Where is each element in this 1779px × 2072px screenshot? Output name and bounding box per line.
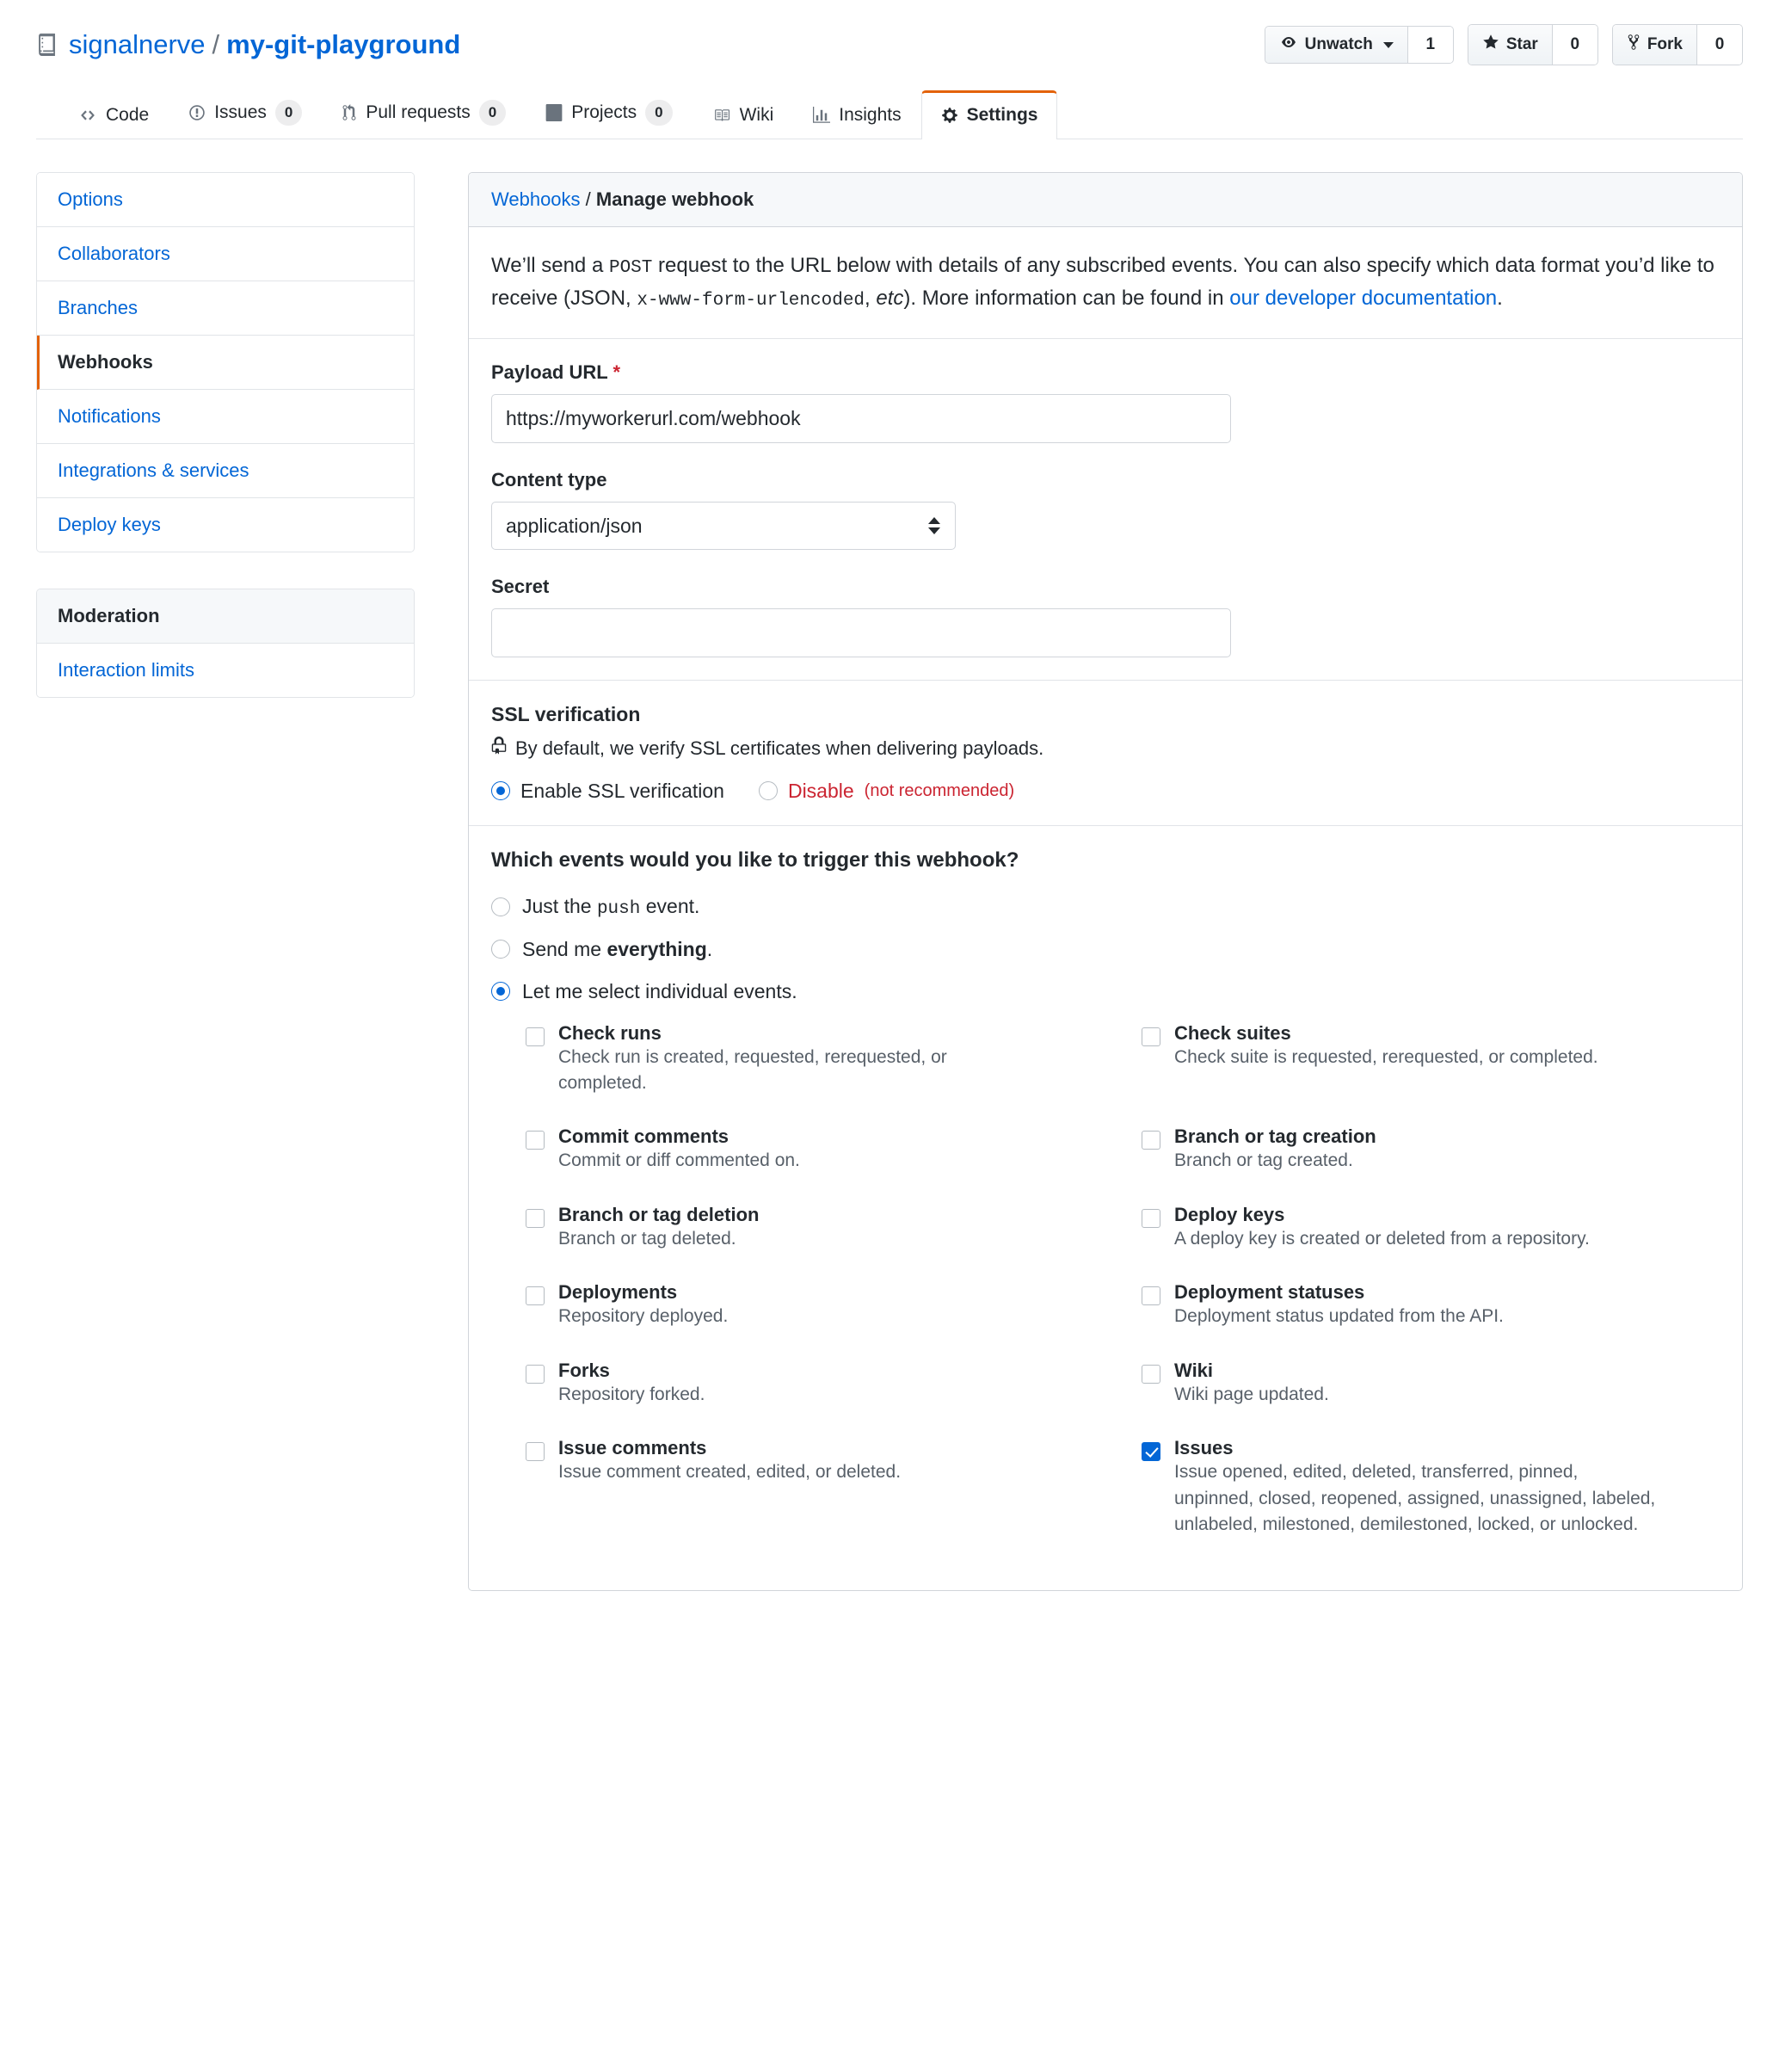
breadcrumb: [469, 173, 1742, 227]
event-commit-comments-name: Commit comments: [558, 1125, 729, 1148]
event-wiki-checkbox[interactable]: [1142, 1365, 1160, 1384]
event-deployments-desc: Repository deployed.: [558, 1306, 729, 1327]
events-choice-individual-radio[interactable]: [491, 982, 510, 1001]
intro-row: [469, 227, 1742, 339]
content-type-select[interactable]: [491, 502, 956, 550]
events-grid: [526, 1022, 1720, 1568]
payload-url-required-marker: *: [612, 361, 620, 383]
intro-part-2: request to the URL below with details of any subscribed events. You can also specify which data format you’d like to receive (JSON,: [491, 253, 1714, 311]
event-issue-comments[interactable]: [526, 1437, 1104, 1567]
event-issue-comments-name: Issue comments: [558, 1437, 707, 1459]
events-choice-individual[interactable]: [491, 980, 1720, 1003]
intro-urlencoded-code: x-www-form-urlencoded: [637, 291, 865, 311]
event-commit-comments-desc: Commit or diff commented on.: [558, 1150, 800, 1171]
unwatch-button-label: Unwatch: [1304, 35, 1373, 53]
ssl-disable-hint: (not recommended): [864, 780, 1015, 800]
lock-icon: [491, 737, 507, 761]
tab-wiki[interactable]: [693, 90, 794, 139]
tab-pull-requests-count: 0: [479, 100, 506, 126]
fork-button[interactable]: [1613, 25, 1697, 65]
payload-url-label-text: Payload URL: [491, 361, 608, 383]
repo-title-row: [36, 24, 1743, 65]
events-choice-push[interactable]: [491, 895, 1720, 919]
event-issue-comments-checkbox[interactable]: [526, 1442, 545, 1461]
issue-opened-icon: [188, 104, 206, 121]
repo-nav: [36, 84, 1743, 139]
sidebar-item-integrations-services[interactable]: Integrations & services: [37, 444, 414, 498]
event-check-runs[interactable]: [526, 1022, 1104, 1126]
events-row: [469, 826, 1742, 1590]
tab-settings-label: Settings: [966, 104, 1038, 125]
star-count[interactable]: 0: [1553, 25, 1597, 65]
tab-projects-label: Projects: [571, 102, 637, 122]
page-title: [36, 28, 460, 62]
event-check-runs-checkbox[interactable]: [526, 1027, 545, 1046]
event-branch-or-tag-creation[interactable]: [1142, 1125, 1720, 1203]
project-icon: [545, 104, 563, 121]
sidebar-item-collaborators[interactable]: Collaborators: [37, 227, 414, 281]
ssl-disable-option[interactable]: [759, 780, 1014, 803]
event-check-suites[interactable]: [1142, 1022, 1720, 1126]
secret-label: Secret: [491, 575, 550, 597]
intro-part-1: We’ll send a: [491, 253, 609, 277]
events-choice-push-radio[interactable]: [491, 897, 510, 916]
intro-etc: etc: [876, 287, 904, 311]
sidebar-item-notifications[interactable]: Notifications: [37, 390, 414, 444]
repo-title-separator: /: [212, 28, 220, 59]
events-choice-individual-label: Let me select individual events.: [522, 979, 797, 1002]
events-choice-everything[interactable]: [491, 938, 1720, 961]
event-forks-checkbox[interactable]: [526, 1365, 545, 1384]
event-check-runs-desc: Check run is created, requested, rerequested, or completed.: [558, 1046, 947, 1094]
event-issues-desc: Issue opened, edited, deleted, transferred, pinned, unpinned, closed, reopened, assigned, unassigned, labeled, unlabeled, milestoned, demilestoned, locked, or unlocked.: [1174, 1462, 1656, 1535]
intro-part-5: .: [1497, 287, 1503, 311]
webhook-fields-row: [469, 339, 1742, 681]
events-question: Which events would you like to trigger this webhook?: [491, 848, 1019, 872]
webhook-form-box: [468, 172, 1743, 1591]
event-branch-or-tag-creation-name: Branch or tag creation: [1174, 1125, 1376, 1148]
ssl-verification-row: [469, 681, 1742, 826]
ssl-disable-radio[interactable]: [759, 781, 778, 800]
event-branch-or-tag-deletion[interactable]: [526, 1204, 1104, 1281]
event-wiki[interactable]: [1142, 1360, 1720, 1437]
push-code: push: [596, 898, 641, 919]
moderation-heading: Moderation: [37, 589, 414, 644]
fork-button-group: [1612, 24, 1743, 65]
sidebar-item-options[interactable]: Options: [37, 173, 414, 227]
repo-owner-link[interactable]: signalnerve: [69, 28, 206, 59]
tab-wiki-label: Wiki: [739, 104, 774, 125]
events-choice-everything-radio[interactable]: [491, 940, 510, 959]
sidebar-item-branches[interactable]: Branches: [37, 281, 414, 336]
ssl-enable-radio[interactable]: [491, 781, 510, 800]
gear-icon: [941, 107, 958, 124]
event-deploy-keys-checkbox[interactable]: [1142, 1209, 1160, 1228]
event-deployments[interactable]: [526, 1281, 1104, 1359]
fork-icon: [1627, 34, 1640, 56]
tab-code[interactable]: [58, 90, 169, 139]
watch-count[interactable]: 1: [1408, 27, 1453, 63]
event-commit-comments[interactable]: [526, 1125, 1104, 1203]
event-issue-comments-desc: Issue comment created, edited, or deleted.: [558, 1462, 902, 1483]
content-type-select-wrap: [491, 502, 956, 550]
event-deployment-statuses-name: Deployment statuses: [1174, 1281, 1365, 1304]
main-panel: [468, 172, 1743, 1591]
star-button[interactable]: [1468, 25, 1553, 65]
tab-pull-requests-label: Pull requests: [366, 102, 471, 122]
unwatch-button[interactable]: [1265, 27, 1408, 63]
payload-url-label: [491, 361, 1720, 384]
event-wiki-name: Wiki: [1174, 1359, 1214, 1381]
event-deploy-keys-desc: A deploy key is created or deleted from a repository.: [1174, 1228, 1590, 1249]
ssl-enable-label: Enable SSL verification: [520, 779, 724, 802]
intro-part-4: ). More information can be found in: [903, 287, 1230, 311]
tab-issues-count: 0: [275, 100, 302, 126]
event-deploy-keys[interactable]: [1142, 1204, 1720, 1281]
event-issues-name: Issues: [1174, 1437, 1234, 1459]
sidebar-item-deploy-keys[interactable]: Deploy keys: [37, 498, 414, 552]
git-pull-request-icon: [342, 104, 357, 121]
event-deployment-statuses-checkbox[interactable]: [1142, 1286, 1160, 1305]
book-icon: [712, 108, 731, 123]
event-branch-or-tag-deletion-desc: Branch or tag deleted.: [558, 1228, 736, 1249]
fork-button-label: Fork: [1647, 35, 1683, 53]
tab-insights-label: Insights: [839, 104, 902, 125]
event-deploy-keys-name: Deploy keys: [1174, 1203, 1285, 1225]
sidebar-item-interaction-limits[interactable]: Interaction limits: [37, 644, 414, 697]
repo-actions: [1265, 24, 1743, 65]
intro-post-code: POST: [608, 257, 653, 278]
event-deployment-statuses[interactable]: [1142, 1281, 1720, 1359]
event-commit-comments-checkbox[interactable]: [526, 1131, 545, 1150]
content-type-label: Content type: [491, 468, 607, 490]
tab-pull-requests[interactable]: [322, 85, 526, 139]
ssl-radio-group: [491, 780, 1720, 803]
star-icon: [1482, 34, 1499, 56]
fork-count[interactable]: 0: [1697, 25, 1742, 65]
event-check-suites-checkbox[interactable]: [1142, 1027, 1160, 1046]
event-forks[interactable]: [526, 1360, 1104, 1437]
secret-input[interactable]: [491, 608, 1231, 657]
settings-sidebar: [36, 172, 415, 734]
tab-issues-label: Issues: [214, 102, 267, 122]
star-button-group: [1468, 24, 1598, 65]
event-check-suites-name: Check suites: [1174, 1021, 1291, 1044]
repo-header: [0, 0, 1779, 139]
event-branch-or-tag-creation-checkbox[interactable]: [1142, 1131, 1160, 1150]
sidebar-item-webhooks[interactable]: Webhooks: [37, 336, 414, 390]
event-wiki-desc: Wiki page updated.: [1174, 1384, 1329, 1404]
event-branch-or-tag-creation-desc: Branch or tag created.: [1174, 1150, 1353, 1171]
event-deployments-name: Deployments: [558, 1281, 678, 1304]
eye-icon: [1279, 35, 1298, 54]
event-forks-desc: Repository forked.: [558, 1384, 705, 1404]
event-branch-or-tag-deletion-name: Branch or tag deletion: [558, 1203, 760, 1225]
ssl-note: [491, 737, 1720, 761]
ssl-enable-option[interactable]: [491, 780, 724, 803]
secret-field: [491, 576, 1720, 657]
developer-documentation-link[interactable]: our developer documentation: [1229, 287, 1498, 311]
ssl-note-text: By default, we verify SSL certificates when delivering payloads.: [515, 737, 1044, 759]
tab-issues[interactable]: [169, 85, 322, 139]
repo-name-link[interactable]: my-git-playground: [226, 28, 461, 59]
moderation-menu: [36, 589, 415, 698]
event-branch-or-tag-deletion-checkbox[interactable]: [526, 1209, 545, 1228]
intro-part-3: ,: [865, 287, 877, 311]
payload-url-field: [491, 361, 1720, 443]
graph-icon: [813, 107, 830, 124]
content-type-field: [491, 469, 1720, 550]
tab-projects[interactable]: [526, 85, 692, 139]
tab-insights[interactable]: [793, 90, 920, 139]
breadcrumb-current: Manage webhook: [595, 188, 754, 210]
event-check-suites-desc: Check suite is requested, rerequested, or completed.: [1174, 1046, 1598, 1067]
events-choice-everything-label: Send me everything.: [522, 937, 713, 960]
chevron-down-icon: [1383, 42, 1394, 48]
payload-url-input[interactable]: [491, 394, 1231, 443]
settings-menu: [36, 172, 415, 552]
code-icon: [78, 108, 97, 123]
tab-settings[interactable]: [921, 90, 1058, 139]
watch-button-group: [1265, 26, 1454, 64]
event-deployment-statuses-desc: Deployment status updated from the API.: [1174, 1306, 1504, 1327]
ssl-disable-label: Disable: [787, 779, 854, 802]
ssl-verification-title: SSL verification: [491, 702, 641, 725]
intro-text: [491, 250, 1720, 316]
tab-code-label: Code: [106, 104, 150, 125]
breadcrumb-webhooks-link[interactable]: Webhooks: [491, 188, 581, 210]
star-button-label: Star: [1505, 35, 1538, 53]
event-deployments-checkbox[interactable]: [526, 1286, 545, 1305]
events-choice-push-label: Just the push event.: [522, 894, 700, 919]
event-check-runs-name: Check runs: [558, 1021, 662, 1044]
content-area: [0, 139, 1779, 1591]
everything-bold: everything: [606, 937, 707, 960]
event-issues-checkbox[interactable]: [1142, 1442, 1160, 1461]
repo-icon: [36, 34, 58, 56]
breadcrumb-separator: /: [585, 188, 591, 210]
event-issues[interactable]: [1142, 1437, 1720, 1567]
tab-projects-count: 0: [645, 100, 672, 126]
event-forks-name: Forks: [558, 1359, 610, 1381]
